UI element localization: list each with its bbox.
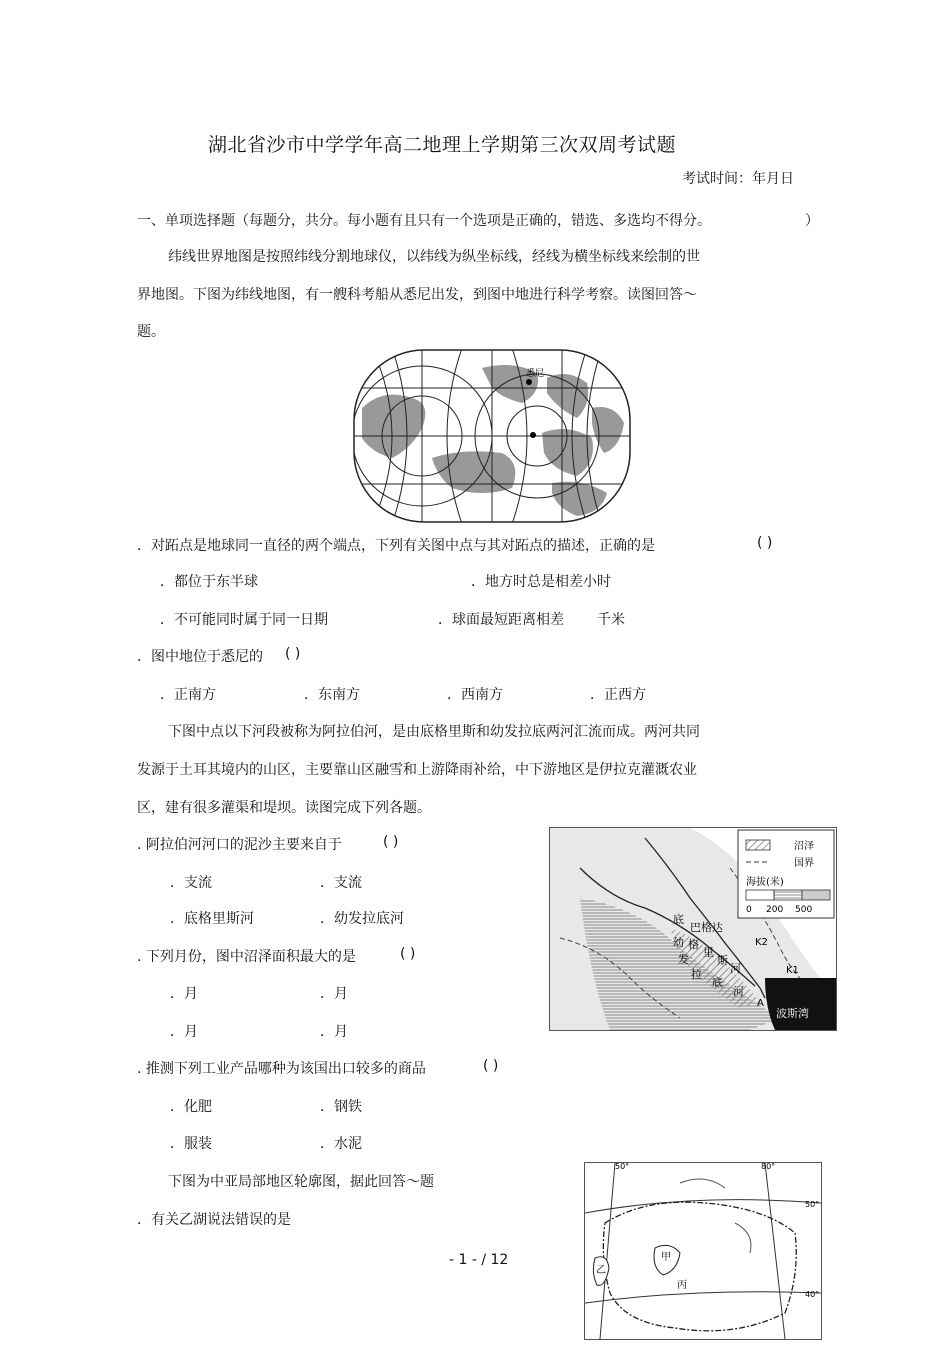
- latitude-world-map: [352, 348, 632, 524]
- sydney-point: [526, 379, 532, 385]
- svg-text:A: A: [757, 998, 764, 1009]
- svg-text:甲: 甲: [661, 1252, 671, 1263]
- q1-option-b: ．地方时总是相差小时: [471, 574, 611, 590]
- q5-option-d: ．水泥: [320, 1136, 362, 1152]
- svg-text:发: 发: [678, 953, 689, 966]
- svg-text:50°: 50°: [615, 1163, 630, 1171]
- intro2-line1: 下图中点以下河段被称为阿拉伯河，是由底格里斯和幼发拉底两河汇流而成。两河共同: [168, 724, 700, 740]
- persian-gulf: [765, 978, 836, 1030]
- q5-stem: . 推测下列工业产品哪种为该国出口较多的商品: [137, 1061, 426, 1077]
- svg-text:拉: 拉: [691, 968, 702, 981]
- svg-text:沼泽: 沼泽: [794, 841, 814, 852]
- svg-text:乙: 乙: [596, 1265, 606, 1276]
- q1-option-a: ．都位于东半球: [160, 574, 258, 590]
- q2-stem: ．图中地位于悉尼的: [137, 649, 263, 665]
- q3-option-d: ．幼发拉底河: [320, 911, 404, 927]
- intro2-line3: 区，建有很多灌渠和堤坝。读图完成下列各题。: [137, 800, 431, 816]
- svg-text:500: 500: [795, 905, 813, 915]
- svg-text:河: 河: [733, 985, 744, 998]
- q1-option-d-unit: 千米: [597, 612, 625, 628]
- svg-text:K1: K1: [786, 965, 799, 976]
- q1-paren: ( ): [757, 535, 773, 551]
- q6-stem: ．有关乙湖说法错误的是: [137, 1212, 291, 1228]
- svg-text:50°: 50°: [805, 1200, 820, 1209]
- page-title: 湖北省沙市中学学年高二地理上学期第三次双周考试题: [208, 134, 677, 156]
- svg-text:丙: 丙: [677, 1280, 687, 1291]
- svg-text:40°: 40°: [805, 1290, 820, 1299]
- q4-paren: ( ): [400, 946, 416, 962]
- q2-paren: ( ): [285, 646, 301, 662]
- q4-stem: . 下列月份，图中沼泽面积最大的是: [137, 949, 356, 965]
- intro3: 下图为中亚局部地区轮廓图，据此回答～题: [168, 1174, 434, 1190]
- q1-option-d: ．球面最短距离相差: [438, 612, 564, 628]
- q3-option-a: ．支流: [170, 875, 212, 891]
- svg-text:80°: 80°: [761, 1163, 776, 1171]
- svg-text:格: 格: [688, 938, 699, 951]
- svg-text:幼: 幼: [673, 936, 684, 949]
- q2-option-a: ．正南方: [160, 687, 216, 703]
- q2-option-b: ．东南方: [304, 687, 360, 703]
- page-number: - 1 - / 12: [449, 1252, 509, 1268]
- svg-text:波斯湾: 波斯湾: [776, 1007, 809, 1020]
- svg-text:河: 河: [730, 962, 741, 975]
- q4-option-b: ．月: [320, 986, 348, 1002]
- svg-text:底: 底: [712, 976, 723, 989]
- svg-text:底: 底: [673, 913, 684, 926]
- exam-time: 考试时间：年月日: [682, 171, 794, 187]
- svg-text:里: 里: [703, 946, 714, 959]
- q3-paren: ( ): [383, 834, 399, 850]
- mesopotamia-map: [549, 827, 837, 1031]
- svg-text:巴格达: 巴格达: [690, 921, 723, 934]
- q4-option-c: ．月: [170, 1024, 198, 1040]
- q3-stem: . 阿拉伯河河口的泥沙主要来自于: [137, 837, 342, 853]
- central-asia-map: [584, 1162, 822, 1340]
- q5-option-a: ．化肥: [170, 1099, 212, 1115]
- svg-text:海拔(米): 海拔(米): [746, 877, 784, 888]
- section-heading-close: ）: [805, 213, 819, 229]
- svg-text:0: 0: [746, 905, 752, 915]
- intro1-line1: 纬线世界地图是按照纬线分割地球仪，以纬线为纵坐标线，经线为横坐标线来绘制的世: [168, 249, 700, 265]
- q3-option-c: ．底格里斯河: [170, 911, 254, 927]
- location-point: [530, 432, 536, 438]
- q3-option-b: ．支流: [320, 875, 362, 891]
- svg-text:斯: 斯: [717, 954, 728, 967]
- intro1-line2: 界地图。下图为纬线地图，有一艘科考船从悉尼出发，到图中地进行科学考察。读图回答～: [137, 287, 697, 303]
- sydney-label: 悉尼: [526, 369, 545, 379]
- svg-text:国界: 国界: [794, 858, 814, 869]
- svg-text:200: 200: [766, 905, 784, 915]
- q5-paren: ( ): [483, 1058, 499, 1074]
- intro2-line2: 发源于土耳其境内的山区，主要靠山区融雪和上游降雨补给，中下游地区是伊拉克灌溉农业: [137, 762, 697, 778]
- section-heading: 一、单项选择题（每题分，共分。每小题有且只有一个选项是正确的，错选、多选均不得分。: [137, 213, 711, 229]
- q2-option-d: ．正西方: [590, 687, 646, 703]
- intro1-line3: 题。: [137, 324, 165, 340]
- q5-option-c: ．服装: [170, 1136, 212, 1152]
- q1-option-c: ．不可能同时属于同一日期: [160, 612, 328, 628]
- q5-option-b: ．钢铁: [320, 1099, 362, 1115]
- q2-option-c: ．西南方: [447, 687, 503, 703]
- q4-option-a: ．月: [170, 986, 198, 1002]
- svg-text:K2: K2: [755, 937, 768, 948]
- q1-stem: ．对跖点是地球同一直径的两个端点，下列有关图中点与其对跖点的描述，正确的是: [137, 538, 655, 554]
- q4-option-d: ．月: [320, 1024, 348, 1040]
